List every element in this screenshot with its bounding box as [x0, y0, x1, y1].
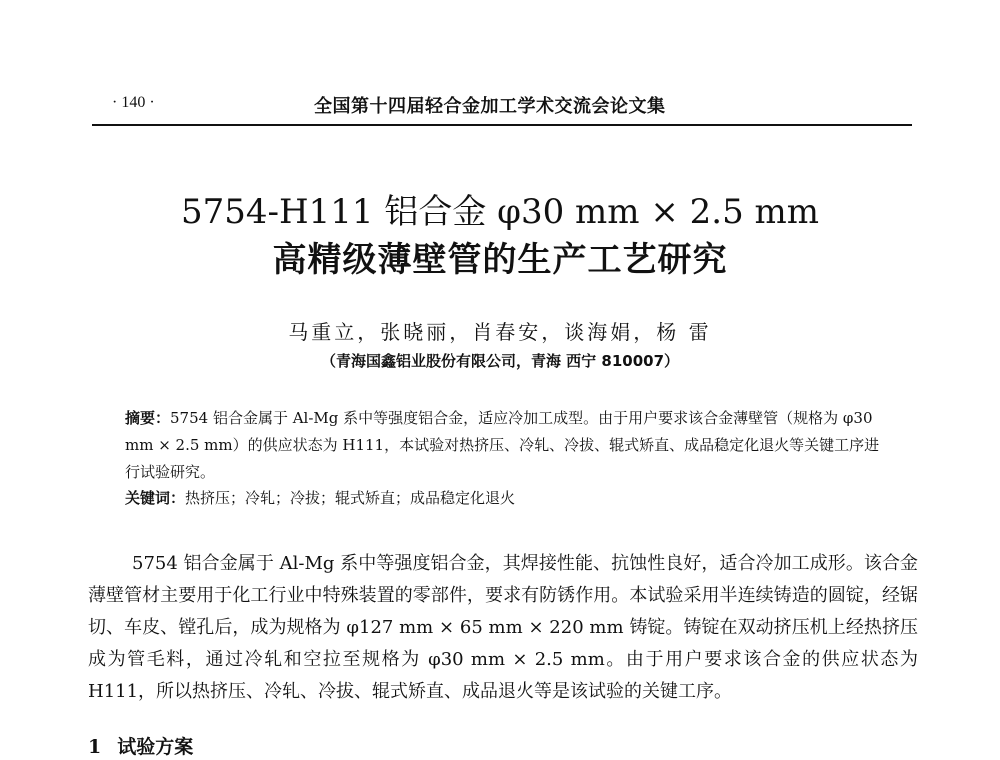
paper-title-line-1: 5754-H111 铝合金 φ30 mm × 2.5 mm	[181, 192, 819, 232]
journal-title: 全国第十四届轻合金加工学术交流会论文集	[314, 96, 666, 117]
abstract-label: 摘要：	[125, 409, 171, 427]
keywords	[125, 486, 885, 510]
body-paragraph-text: 5754 铝合金属于 Al-Mg 系中等强度铝合金，其焊接性能、抗蚀性良好，适合冷加工成形。该合金薄壁管材主要用于化工行业中特殊装置的零部件，要求有防锈作用。本试验采用半连续铸造的圆锭，经锯切、车皮、镗孔后，成为规格为 φ127 mm × 65 mm × 220 mm 铸锭。铸锭在双动挤压机上经热挤压成为管毛料，通过冷轧和空拉至规格为 φ30 mm × 2.5 mm。由于用户要求该合金的供应状态为 H111，所以热挤压、冷轧、冷拔、辊式矫直、成品退火等是该试验的关键工序。	[88, 553, 918, 702]
section-title: 试验方案	[117, 736, 194, 758]
body-paragraph	[88, 548, 918, 708]
authors: 马重立，张晓丽，肖春安，谈海娟，杨 雷	[288, 320, 712, 344]
running-header	[92, 92, 912, 122]
keywords-text: 热挤压；冷轧；冷拔；辊式矫直；成品稳定化退火	[185, 489, 516, 507]
page-number: · 140 ·	[112, 94, 155, 111]
keywords-label: 关键词：	[125, 489, 186, 507]
paper-title-line-2: 高精级薄壁管的生产工艺研究	[272, 240, 728, 280]
header-rule	[92, 124, 912, 126]
abstract-text: 5754 铝合金属于 Al-Mg 系中等强度铝合金，适应冷加工成型。由于用户要求该合金薄壁管（规格为 φ30 mm × 2.5 mm）的供应状态为 H111，本试验对热挤压、冷轧、冷拔、辊式矫直、成品稳定化退火等关键工序进行试验研究。	[125, 409, 880, 481]
section-heading	[88, 732, 193, 759]
abstract	[125, 405, 885, 486]
affiliation: （青海国鑫铝业股份有限公司，青海 西宁 810007）	[320, 352, 680, 370]
section-number: 1	[88, 736, 102, 758]
